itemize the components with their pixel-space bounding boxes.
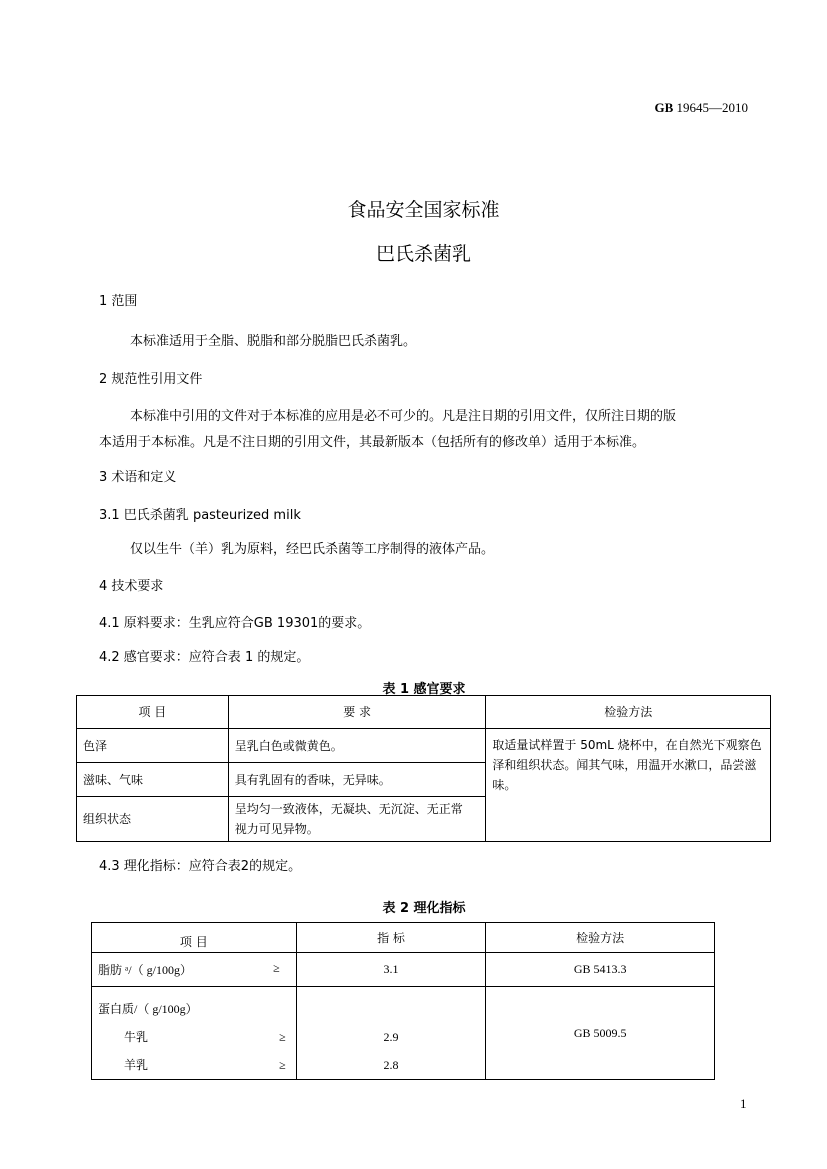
- table1-caption: 表 1 感官要求: [382, 682, 466, 697]
- table1-row-taste-req: 具有乳固有的香味，无异味。: [228, 763, 486, 797]
- table1-method-line1: 取适量试样置于 50mL 烧杯中，在自然光下观察色: [492, 738, 762, 752]
- table2-goat-value: 2.8: [383, 1058, 399, 1072]
- table2-header-method: 检验方法: [486, 923, 715, 953]
- table2-row-fat-value: 3.1: [296, 953, 486, 987]
- table2-protein-goat: [98, 1051, 290, 1079]
- section-4-1: 4.1 原料要求：生乳应符合GB 19301的要求。: [99, 616, 371, 631]
- table2-row-protein-method: GB 5009.5: [486, 987, 715, 1080]
- table1-header-method: 检验方法: [486, 696, 771, 729]
- section-2-heading: 2 规范性引用文件: [99, 372, 203, 387]
- section-2-text-line1: 本标准中引用的文件对于本标准的应用是必不可少的。凡是注日期的引用文件，仅所注日期的版: [130, 409, 677, 424]
- document-subtitle: 巴氏杀菌乳: [375, 243, 471, 265]
- section-4-heading: 4 技术要求: [99, 579, 164, 594]
- table2-row-protein-item: [92, 987, 297, 1080]
- table1-texture-req-line1: 呈均匀一致液体，无凝块、无沉淀、无正常: [234, 802, 463, 816]
- table2-cow-value: 2.9: [383, 1030, 399, 1044]
- table2-protein-cow: [98, 1023, 290, 1051]
- section-4-2: 4.2 感官要求：应符合表 1 的规定。: [99, 650, 310, 665]
- table2-fat-label: 脂肪 ᵃ/（ g/100g）: [98, 963, 192, 977]
- table2-row-fat-item: [92, 953, 297, 987]
- table1-method-cell: [486, 729, 771, 842]
- table2-cow-op: ≥: [279, 1030, 286, 1044]
- table1-sensory: [76, 695, 771, 842]
- table1-row-taste-item: 滋味、气味: [77, 763, 229, 797]
- section-2-text-line2: 本适用于本标准。凡是不注日期的引用文件，其最新版本（包括所有的修改单）适用于本标准。: [99, 435, 646, 450]
- table2-protein-label: 蛋白质/（ g/100g）: [98, 1002, 198, 1016]
- table1-row-texture-item: 组织状态: [77, 797, 229, 842]
- table1-method-line2: 泽和组织状态。闻其气味，用温开水漱口，品尝滋: [492, 758, 757, 772]
- page-number: 1: [740, 1096, 747, 1111]
- section-1-text: 本标准适用于全脂、脱脂和部分脱脂巴氏杀菌乳。: [130, 334, 417, 349]
- section-4-3: 4.3 理化指标：应符合表2的规定。: [99, 859, 302, 874]
- table2-row-fat-method: GB 5413.3: [486, 953, 715, 987]
- table2-goat-label: 羊乳: [124, 1058, 149, 1072]
- standard-number: GB 19645—2010: [654, 100, 748, 115]
- table2-physicochemical: [91, 922, 715, 1080]
- table2-goat-op: ≥: [279, 1058, 286, 1072]
- table2-row-protein-values: [296, 987, 486, 1080]
- table1-header-req: 要 求: [228, 696, 486, 729]
- table2-cow-label: 牛乳: [124, 1030, 149, 1044]
- table2-header-value: 指 标: [296, 923, 486, 953]
- table1-row-texture-req: [228, 797, 486, 842]
- section-3-heading: 3 术语和定义: [99, 470, 177, 485]
- section-1-heading: 1 范围: [99, 294, 138, 309]
- section-3-1-text: 仅以生牛（羊）乳为原料，经巴氏杀菌等工序制得的液体产品。: [130, 542, 495, 557]
- table1-row-color-item: 色泽: [77, 729, 229, 763]
- table1-texture-req-line2: 视力可见异物。: [234, 822, 319, 836]
- table1-row-color-req: 呈乳白色或微黄色。: [228, 729, 486, 763]
- table1-method-line3: 味。: [492, 778, 517, 792]
- table1-header-item: 项 目: [77, 696, 229, 729]
- table2-fat-op: ≥: [273, 961, 280, 975]
- table2-caption: 表 2 理化指标: [382, 901, 466, 916]
- table2-header-item: 项 目: [92, 923, 297, 953]
- document-title: 食品安全国家标准: [347, 199, 500, 221]
- section-3-1-heading: 3.1 巴氏杀菌乳 pasteurized milk: [99, 508, 301, 523]
